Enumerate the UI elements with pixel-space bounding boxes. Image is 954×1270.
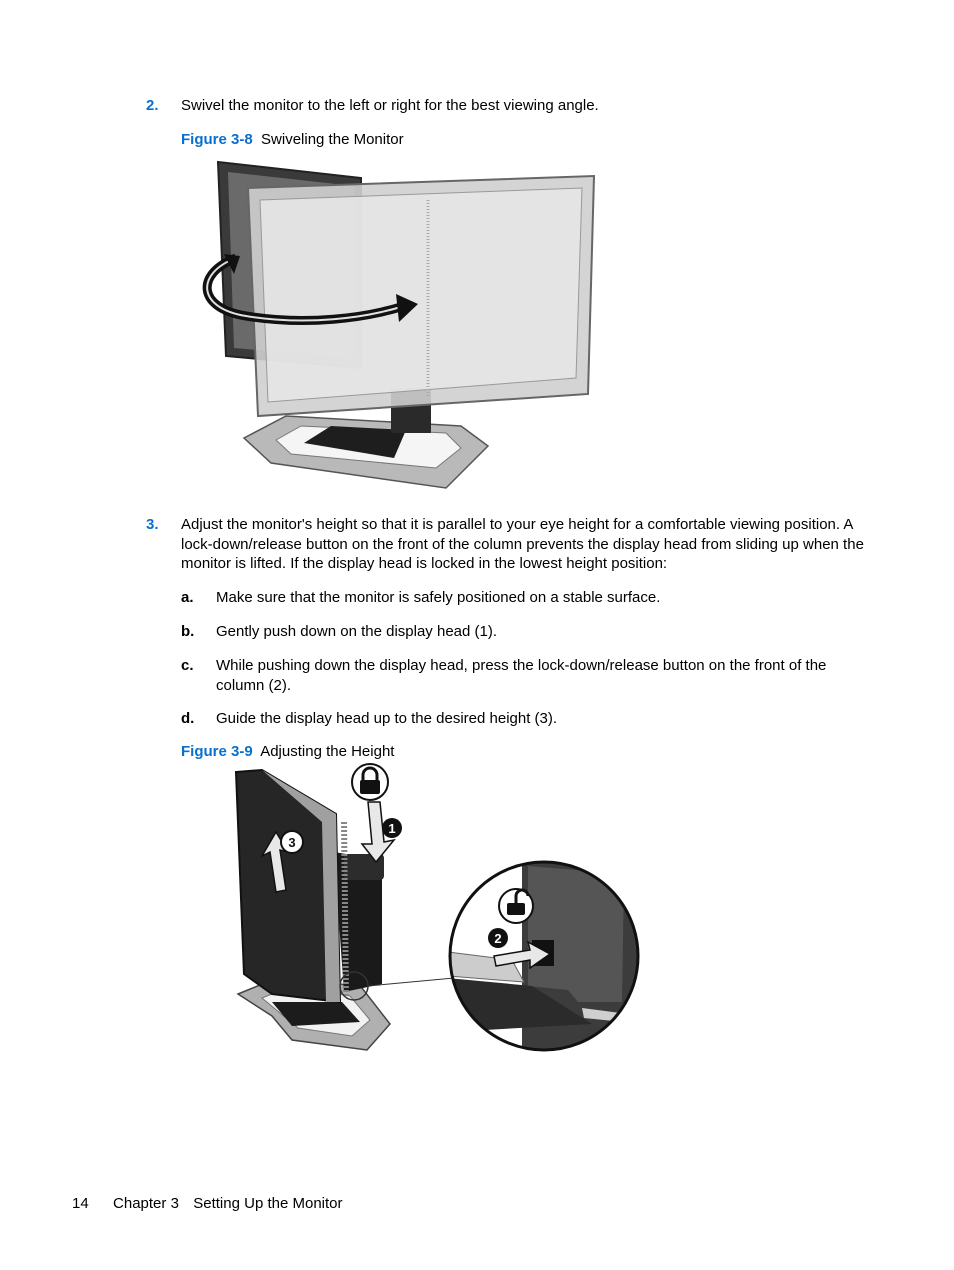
step-text: Swivel the monitor to the left or right for the best viewing angle. xyxy=(181,97,599,114)
page-number: 14 xyxy=(72,1195,89,1212)
substep-text: Make sure that the monitor is safely positioned on a stable surface. xyxy=(216,589,661,606)
lock-icon xyxy=(352,764,388,800)
step-number: 3. xyxy=(146,516,159,533)
figure-caption xyxy=(181,742,394,762)
unlock-icon xyxy=(499,889,533,923)
figure-swivel-illustration xyxy=(196,158,606,492)
step-text: Adjust the monitor's height so that it is parallel to your eye height for a comfortable viewing position. A lock-down/release button on the front of the column prevents the display head from sliding up when the monitor is lifted. If the display head is locked in the lowest height position: xyxy=(181,516,864,572)
footer-chapter: Chapter 3 xyxy=(113,1195,179,1212)
figure-label: Figure 3-8 xyxy=(181,131,253,148)
callout-number: 3 xyxy=(288,835,296,850)
figure-caption xyxy=(181,130,404,150)
callout-number: 2 xyxy=(494,931,502,946)
figure-title: Adjusting the Height xyxy=(260,743,395,760)
figure-title: Swiveling the Monitor xyxy=(261,131,404,148)
substep-letter: c. xyxy=(181,657,194,674)
footer-title: Setting Up the Monitor xyxy=(193,1195,343,1212)
substep-letter: b. xyxy=(181,623,195,640)
callout-number: 1 xyxy=(388,821,396,836)
footer xyxy=(72,1194,343,1214)
step-number: 2. xyxy=(146,97,159,114)
figure-height-illustration xyxy=(232,762,644,1056)
figure-label: Figure 3-9 xyxy=(181,743,253,760)
substep-text: Guide the display head up to the desired height (3). xyxy=(216,710,558,727)
substep-text: While pushing down the display head, press the lock-down/release button on the front of the column (2). xyxy=(216,657,827,694)
substep-letter: a. xyxy=(181,589,194,606)
substep-text: Gently push down on the display head (1). xyxy=(216,623,498,640)
substep-letter: d. xyxy=(181,710,195,727)
